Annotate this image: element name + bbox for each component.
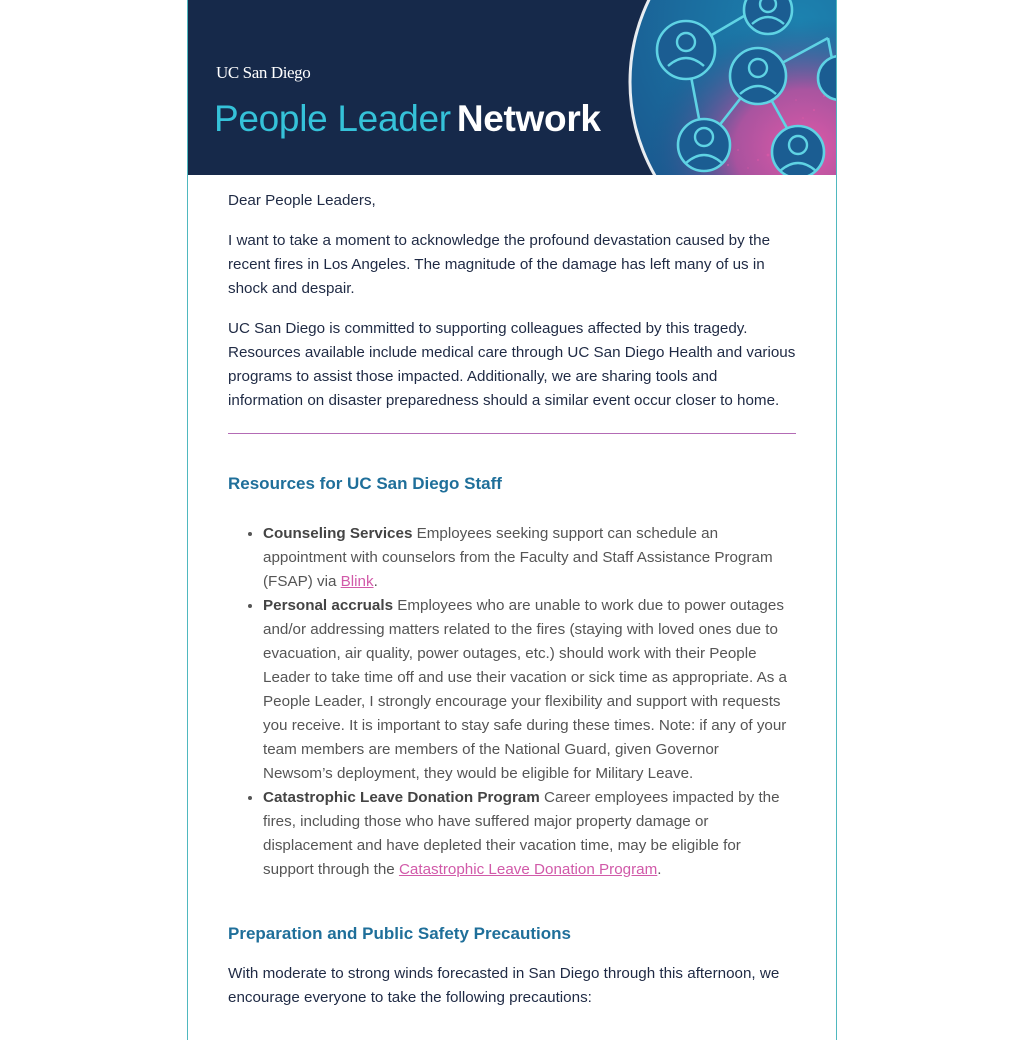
banner-title-people-leader: People Leader bbox=[214, 98, 451, 139]
item-title: Counseling Services bbox=[263, 525, 413, 542]
preparation-intro: With moderate to strong winds forecasted in San Diego through this afternoon, we encourage everyone to take the following precautions: bbox=[228, 965, 780, 1006]
intro-paragraph: I want to take a moment to acknowledge the profound devastation caused by the recent fires in Los Angeles. The magnitude of the damage has left many of us in shock and despair. bbox=[228, 232, 771, 297]
item-text: Career employees impacted by the fires, including those who have suffered major property damage or displacement and have depleted their vacation time, may be eligible for support through the bbox=[263, 789, 780, 878]
resources-list bbox=[228, 522, 796, 882]
list-item-accruals bbox=[263, 594, 796, 786]
item-text: Employees who are unable to work due to power outages and/or addressing matters related to the fires (staying with loved ones due to evacuation, air quality, power outages, etc.) should work with their People Leader to take time off and use their vacation or sick time as appropriate. As a People Leader, I strongly encourage your flexibility and support with requests you receive. It is important to stay safe during these times. Note: if any of your team members are members of the National Guard, given Governor Newsom’s deployment, they would be eligible for Military Leave. bbox=[263, 597, 787, 782]
item-title: Catastrophic Leave Donation Program bbox=[263, 789, 540, 806]
item-punct: . bbox=[373, 573, 378, 590]
list-item-catastrophic-leave bbox=[263, 786, 796, 882]
list-item-counseling bbox=[263, 522, 796, 594]
item-punct: . bbox=[657, 861, 662, 878]
resources-heading: Resources for UC San Diego Staff bbox=[228, 474, 502, 493]
item-title: Personal accruals bbox=[263, 597, 394, 614]
blink-link[interactable]: Blink bbox=[340, 573, 374, 590]
banner-title bbox=[214, 98, 601, 140]
commitment-paragraph: UC San Diego is committed to supporting colleagues affected by this tragedy. Resources available include medical care through UC San Diego Health and various programs to assist those impacted. Additionally, we are sharing tools and information on disaster preparedness should a similar event occur closer to home. bbox=[228, 320, 796, 409]
email-container bbox=[187, 0, 837, 1040]
greeting: Dear People Leaders, bbox=[228, 192, 376, 209]
banner-title-network: Network bbox=[456, 98, 601, 139]
section-divider bbox=[228, 433, 796, 434]
preparation-heading: Preparation and Public Safety Precautions bbox=[228, 924, 571, 943]
uc-san-diego-logo: UC San Diego bbox=[216, 63, 311, 82]
header-banner bbox=[188, 0, 836, 175]
item-text: Employees seeking support can schedule an appointment with counselors from the Faculty and Staff Assistance Program (FSAP) via bbox=[263, 525, 773, 590]
catastrophic-leave-link[interactable]: Catastrophic Leave Donation Program bbox=[398, 861, 658, 878]
email-body bbox=[188, 175, 836, 1010]
network-people-icon bbox=[628, 0, 836, 175]
